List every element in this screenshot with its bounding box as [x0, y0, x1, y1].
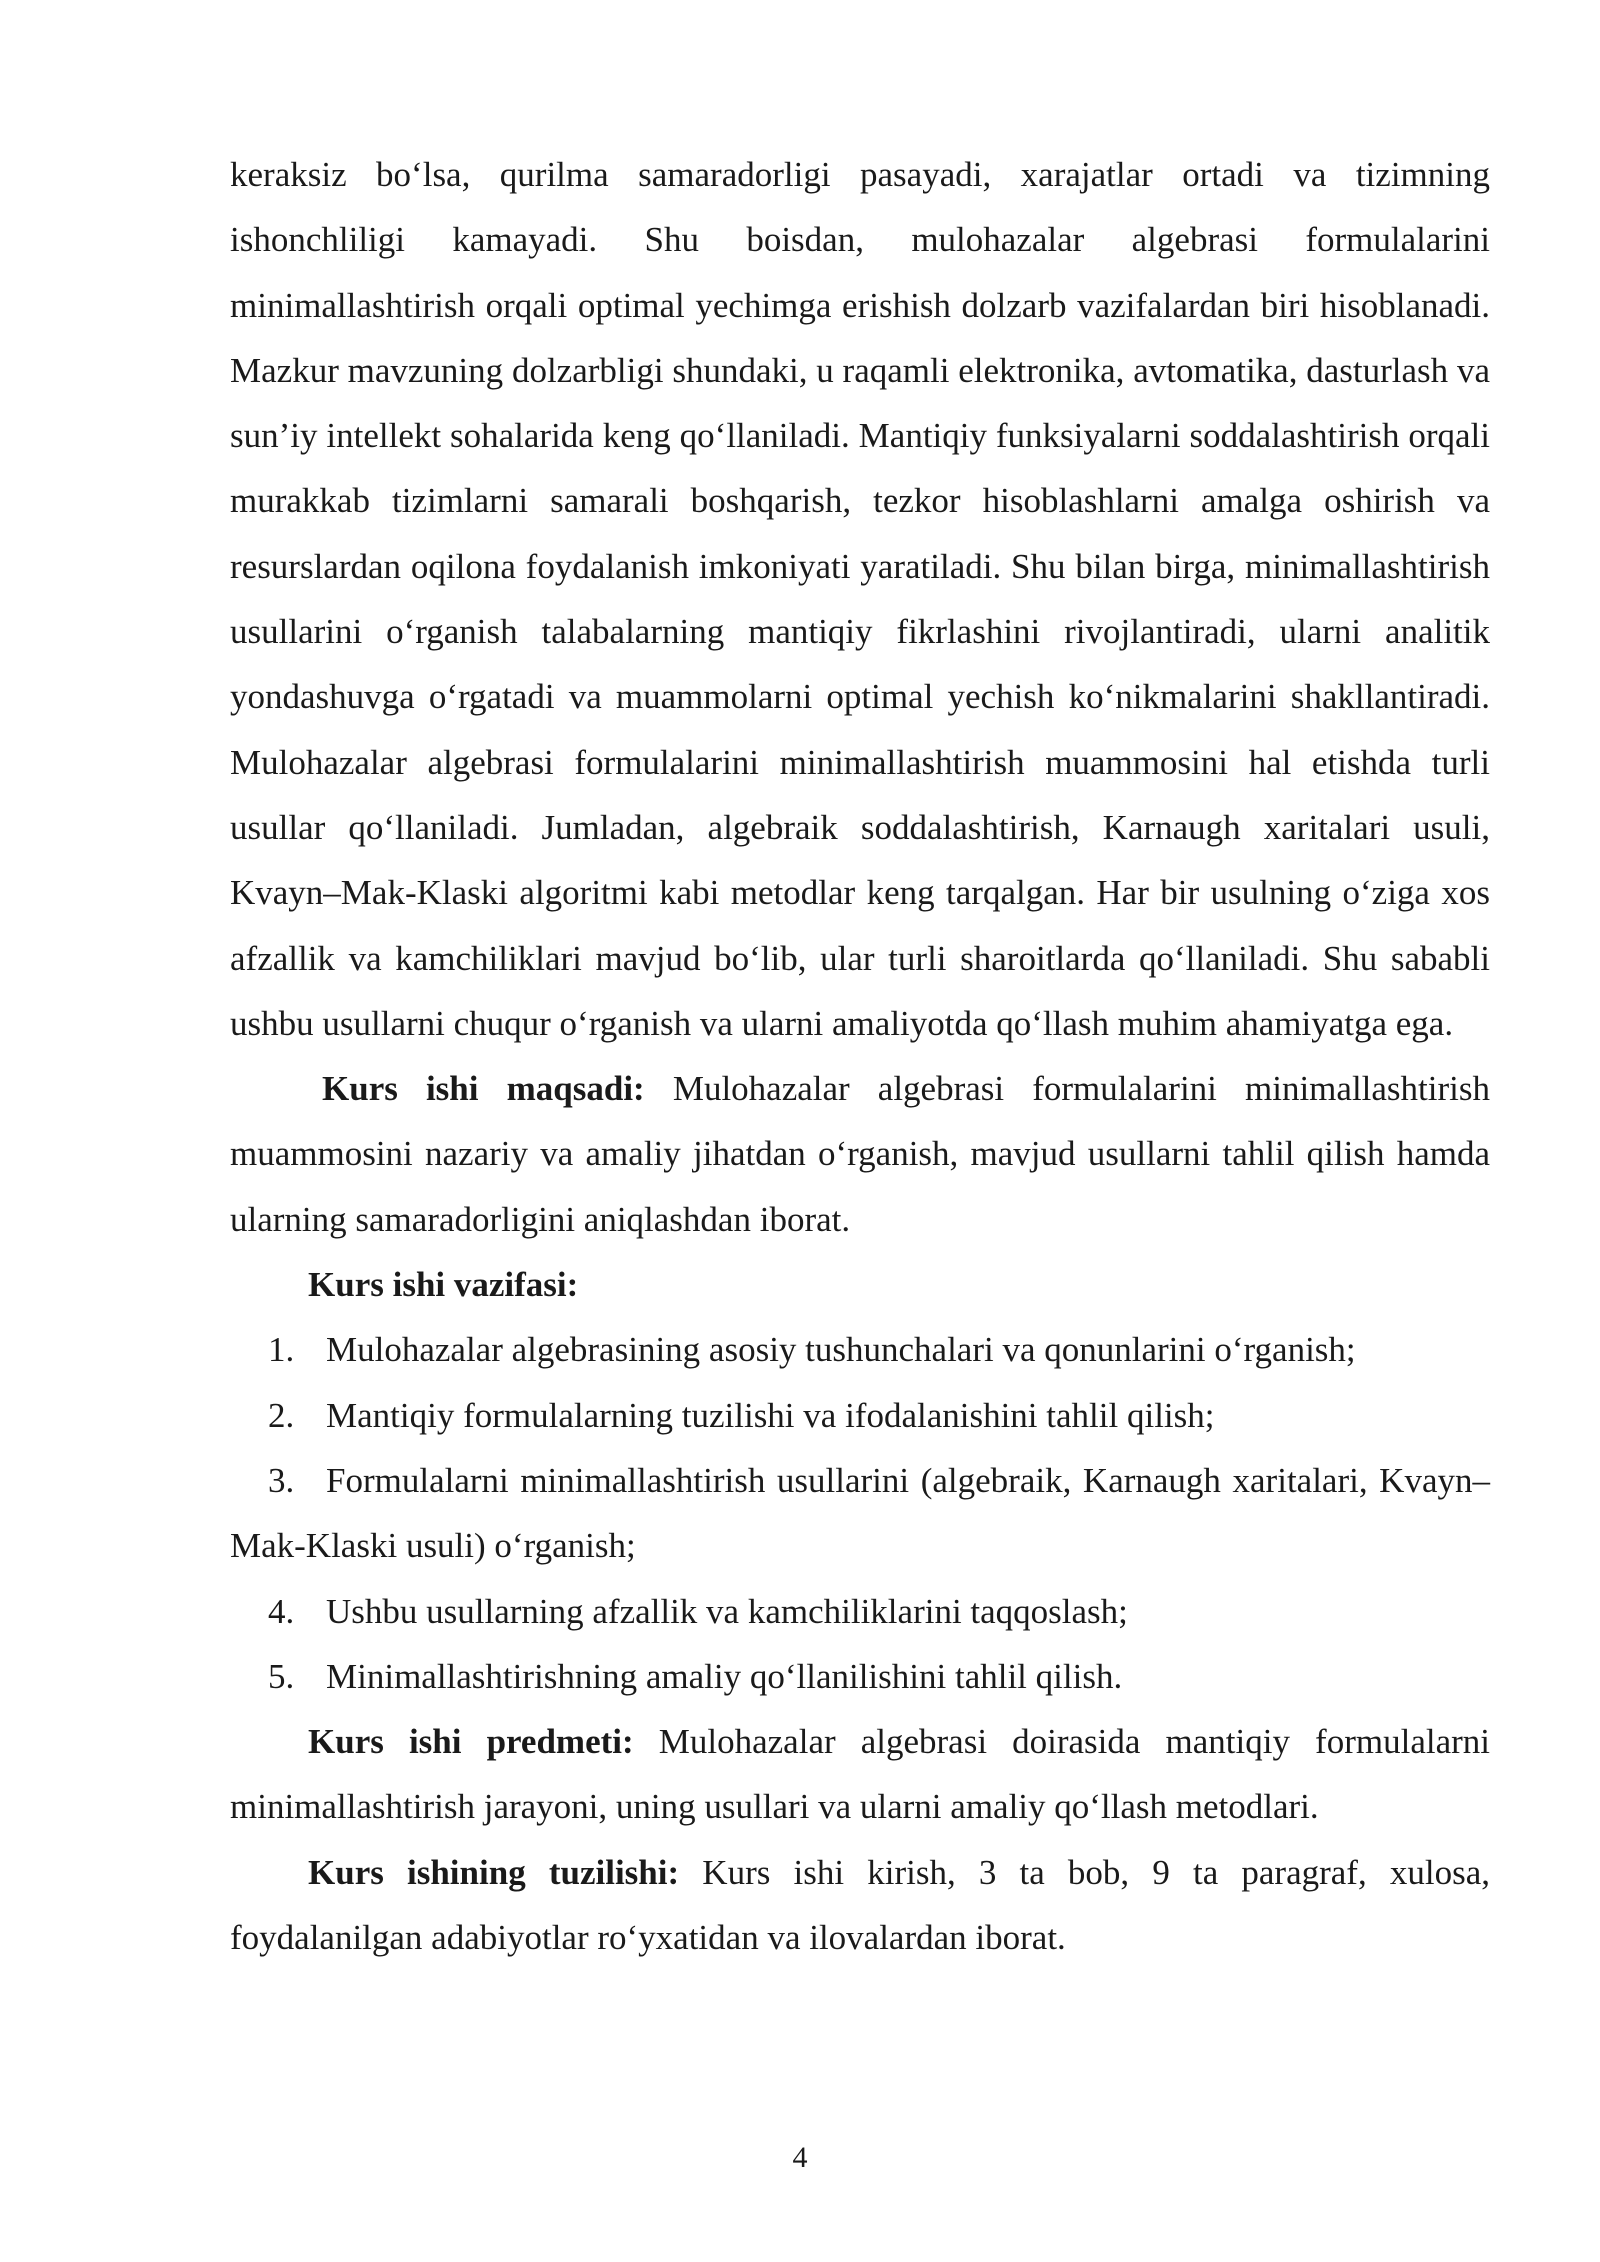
list-item-number: 1.	[268, 1330, 295, 1370]
tasks-list	[230, 1317, 1490, 1709]
intro-paragraph: keraksiz bo‘lsa, qurilma samaradorligi pasayadi, xarajatlar ortadi va tizimning ishonchliligi kamayadi. Shu boisdan, mulohazalar algebrasi formulalarini minimallashtirish orqali optimal yechimga erishish dolzarb vazifalardan biri hisoblanadi. Mazkur mavzuning dolzarbligi shundaki, u raqamli elektronika, avtomatika, dasturlash va sun’iy intellekt sohalarida keng qo‘llaniladi. Mantiqiy funksiyalarni soddalashtirish orqali murakkab tizimlarni samarali boshqarish, tezkor hisoblashlarni amalga oshirish va resurslardan oqilona foydalanish imkoniyati yaratiladi. Shu bilan birga, minimallashtirish usullarini o‘rganish talabalarning mantiqiy fikrlashini rivojlantiradi, ularni analitik yondashuvga o‘rgatadi va muammolarni optimal yechish ko‘nikmalarini shakllantiradi. Mulohazalar algebrasi formulalarini minimallashtirish muammosini hal etishda turli usullar qo‘llaniladi. Jumladan, algebraik soddalashtirish, Karnaugh xaritalari usuli, Kvayn–Mak-Klaski algoritmi kabi metodlar keng tarqalgan. Har bir usulning o‘ziga xos afzallik va kamchiliklari mavjud bo‘lib, ular turli sharoitlarda qo‘llaniladi. Shu sababli ushbu usullarni chuqur o‘rganish va ularni amaliyotda qo‘llash muhim ahamiyatga ega.	[230, 155, 1490, 1043]
goal-label: Kurs ishi maqsadi:	[322, 1069, 645, 1109]
list-item-text: Mantiqiy formulalarning tuzilishi va ifodalanishini tahlil qilish;	[326, 1395, 1215, 1435]
list-item-number: 4.	[268, 1591, 295, 1631]
list-item-number: 5.	[268, 1656, 295, 1696]
list-item	[230, 1579, 1490, 1644]
structure-text: Kurs ishi kirish, 3 ta bob, 9 ta paragraf, xulosa, foydalanilgan adabiyotlar ro‘yxatidan va ilovalardan iborat.	[230, 1852, 1491, 1958]
list-item	[230, 1383, 1490, 1448]
list-item-text: Minimallashtirishning amaliy qo‘llanilishini tahlil qilish.	[326, 1656, 1123, 1696]
structure-paragraph	[230, 1840, 1490, 1971]
goal-text: Mulohazalar algebrasi formulalarini minimallashtirish muammosini nazariy va amaliy jihatdan o‘rganish, mavjud usullarni tahlil qilish hamda ularning samaradorligini aniqlashdan iborat.	[230, 1069, 1490, 1239]
list-item-text: Ushbu usullarning afzallik va kamchiliklarini taqqoslash;	[326, 1591, 1128, 1631]
list-item-number: 2.	[268, 1395, 295, 1435]
list-item	[230, 1448, 1490, 1579]
goal-paragraph	[230, 1056, 1490, 1252]
page-body	[230, 142, 1490, 1970]
page-number: 4	[792, 2141, 808, 2174]
subject-label: Kurs ishi predmeti:	[308, 1722, 634, 1762]
list-item-number: 3.	[268, 1460, 295, 1500]
list-item-text: Mulohazalar algebrasining asosiy tushunchalari va qonunlarini o‘rganish;	[326, 1330, 1356, 1370]
structure-label: Kurs ishining tuzilishi:	[308, 1852, 680, 1892]
list-item-text: Formulalarni minimallashtirish usullarini (algebraik, Karnaugh xaritalari, Kvayn–Mak-Klaski usuli) o‘rganish;	[230, 1460, 1490, 1566]
list-item	[230, 1644, 1490, 1709]
subject-paragraph	[230, 1709, 1490, 1840]
subject-text: Mulohazalar algebrasi doirasida mantiqiy formulalarni minimallashtirish jarayoni, uning usullari va ularni amaliy qo‘llash metodlari.	[230, 1722, 1490, 1827]
tasks-heading: Kurs ishi vazifasi:	[308, 1265, 579, 1305]
list-item	[230, 1317, 1490, 1382]
